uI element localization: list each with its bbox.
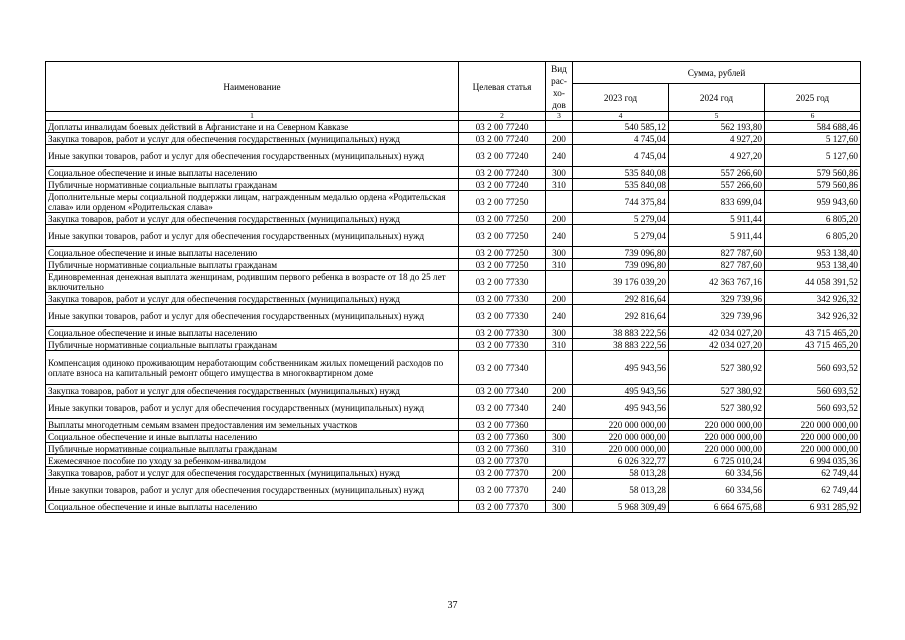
row-name: Ежемесячное пособие по уходу за ребенком-инвалидом — [46, 455, 459, 467]
row-sum-2023: 4 745,04 — [573, 145, 669, 167]
table-row — [46, 271, 861, 293]
row-sum-2025: 342 926,32 — [765, 305, 861, 327]
header-name: Наименование — [46, 62, 459, 112]
colnum-6: 6 — [765, 112, 861, 121]
row-sum-2025: 220 000 000,00 — [765, 431, 861, 443]
row-target-article: 03 2 00 77250 — [459, 247, 546, 259]
table-row — [46, 305, 861, 327]
table-row — [46, 443, 861, 455]
colnum-2: 2 — [459, 112, 546, 121]
header-sum: Сумма, рублей — [573, 62, 861, 84]
row-target-article: 03 2 00 77360 — [459, 431, 546, 443]
colnum-4: 4 — [573, 112, 669, 121]
row-target-article: 03 2 00 77370 — [459, 501, 546, 513]
row-sum-2024: 220 000 000,00 — [669, 419, 765, 431]
row-target-article: 03 2 00 77330 — [459, 271, 546, 293]
row-sum-2024: 827 787,60 — [669, 247, 765, 259]
table-row — [46, 455, 861, 467]
page-number: 37 — [447, 600, 458, 611]
row-sum-2025: 6 931 285,92 — [765, 501, 861, 513]
row-sum-2024: 329 739,96 — [669, 293, 765, 305]
row-target-article: 03 2 00 77240 — [459, 167, 546, 179]
row-expense-type: 300 — [546, 431, 573, 443]
header-2025: 2025 год — [765, 84, 861, 112]
row-sum-2024: 329 739,96 — [669, 305, 765, 327]
row-sum-2025: 560 693,52 — [765, 351, 861, 385]
row-target-article: 03 2 00 77330 — [459, 293, 546, 305]
row-name: Закупка товаров, работ и услуг для обеспечения государственных (муниципальных) нужд — [46, 385, 459, 397]
row-name: Закупка товаров, работ и услуг для обеспечения государственных (муниципальных) нужд — [46, 133, 459, 145]
table-row — [46, 167, 861, 179]
row-target-article: 03 2 00 77360 — [459, 419, 546, 431]
row-name: Социальное обеспечение и иные выплаты населению — [46, 247, 459, 259]
row-sum-2024: 527 380,92 — [669, 397, 765, 419]
header-type: Вид рас- хо- дов — [546, 62, 573, 112]
row-sum-2024: 4 927,20 — [669, 133, 765, 145]
row-expense-type: 300 — [546, 501, 573, 513]
row-target-article: 03 2 00 77240 — [459, 121, 546, 133]
row-name: Публичные нормативные социальные выплаты гражданам — [46, 339, 459, 351]
row-sum-2025: 43 715 465,20 — [765, 327, 861, 339]
row-name: Компенсация одиноко проживающим неработающим собственникам жилых помещений расходов по оплате взноса на капитальный ремонт общего имущества в многоквартирном доме — [46, 351, 459, 385]
row-expense-type: 240 — [546, 479, 573, 501]
row-expense-type — [546, 419, 573, 431]
row-expense-type: 240 — [546, 397, 573, 419]
table-row — [46, 293, 861, 305]
row-sum-2024: 562 193,80 — [669, 121, 765, 133]
row-sum-2025: 342 926,32 — [765, 293, 861, 305]
row-sum-2024: 42 363 767,16 — [669, 271, 765, 293]
table-row — [46, 431, 861, 443]
row-sum-2023: 4 745,04 — [573, 133, 669, 145]
table-row — [46, 145, 861, 167]
row-expense-type: 310 — [546, 339, 573, 351]
row-sum-2023: 739 096,80 — [573, 259, 669, 271]
row-sum-2023: 495 943,56 — [573, 385, 669, 397]
row-sum-2023: 5 968 309,49 — [573, 501, 669, 513]
row-sum-2025: 5 127,60 — [765, 133, 861, 145]
row-expense-type: 240 — [546, 145, 573, 167]
row-name: Дополнительные меры социальной поддержки лицам, награжденным медалью ордена «Родительская слава» или орденом «Родительская слава» — [46, 191, 459, 213]
table-row — [46, 259, 861, 271]
row-sum-2023: 220 000 000,00 — [573, 419, 669, 431]
row-expense-type: 310 — [546, 443, 573, 455]
budget-table — [45, 61, 861, 513]
row-sum-2023: 58 013,28 — [573, 467, 669, 479]
table-row — [46, 133, 861, 145]
row-sum-2023: 744 375,84 — [573, 191, 669, 213]
row-expense-type: 200 — [546, 213, 573, 225]
row-name: Иные закупки товаров, работ и услуг для обеспечения государственных (муниципальных) нужд — [46, 397, 459, 419]
row-sum-2025: 6 805,20 — [765, 225, 861, 247]
row-sum-2024: 220 000 000,00 — [669, 431, 765, 443]
row-sum-2025: 560 693,52 — [765, 397, 861, 419]
table-row — [46, 479, 861, 501]
row-sum-2023: 58 013,28 — [573, 479, 669, 501]
row-sum-2025: 220 000 000,00 — [765, 419, 861, 431]
row-sum-2024: 60 334,56 — [669, 479, 765, 501]
row-sum-2023: 220 000 000,00 — [573, 431, 669, 443]
row-sum-2024: 827 787,60 — [669, 259, 765, 271]
row-target-article: 03 2 00 77340 — [459, 385, 546, 397]
row-name: Закупка товаров, работ и услуг для обеспечения государственных (муниципальных) нужд — [46, 213, 459, 225]
row-target-article: 03 2 00 77330 — [459, 305, 546, 327]
table-row — [46, 213, 861, 225]
row-target-article: 03 2 00 77240 — [459, 133, 546, 145]
row-name: Публичные нормативные социальные выплаты гражданам — [46, 179, 459, 191]
table-row — [46, 467, 861, 479]
row-expense-type: 200 — [546, 293, 573, 305]
row-expense-type — [546, 455, 573, 467]
row-sum-2024: 60 334,56 — [669, 467, 765, 479]
row-sum-2025: 43 715 465,20 — [765, 339, 861, 351]
row-name: Социальное обеспечение и иные выплаты населению — [46, 167, 459, 179]
row-expense-type: 300 — [546, 167, 573, 179]
row-sum-2023: 540 585,12 — [573, 121, 669, 133]
row-expense-type: 240 — [546, 305, 573, 327]
table-row — [46, 247, 861, 259]
table-row — [46, 191, 861, 213]
row-expense-type: 300 — [546, 247, 573, 259]
table-row — [46, 121, 861, 133]
row-sum-2023: 535 840,08 — [573, 179, 669, 191]
row-sum-2024: 527 380,92 — [669, 351, 765, 385]
table-row — [46, 351, 861, 385]
row-name: Закупка товаров, работ и услуг для обеспечения государственных (муниципальных) нужд — [46, 467, 459, 479]
table-row — [46, 339, 861, 351]
row-expense-type — [546, 121, 573, 133]
row-target-article: 03 2 00 77240 — [459, 145, 546, 167]
row-expense-type — [546, 271, 573, 293]
row-target-article: 03 2 00 77340 — [459, 397, 546, 419]
row-sum-2024: 5 911,44 — [669, 213, 765, 225]
row-name: Иные закупки товаров, работ и услуг для обеспечения государственных (муниципальных) нужд — [46, 305, 459, 327]
row-sum-2025: 953 138,40 — [765, 259, 861, 271]
row-name: Социальное обеспечение и иные выплаты населению — [46, 501, 459, 513]
row-expense-type: 300 — [546, 327, 573, 339]
row-sum-2024: 557 266,60 — [669, 179, 765, 191]
row-target-article: 03 2 00 77250 — [459, 225, 546, 247]
row-sum-2025: 6 805,20 — [765, 213, 861, 225]
row-sum-2023: 6 026 322,77 — [573, 455, 669, 467]
row-sum-2024: 42 034 027,20 — [669, 327, 765, 339]
row-sum-2025: 953 138,40 — [765, 247, 861, 259]
row-sum-2025: 959 943,60 — [765, 191, 861, 213]
table-row — [46, 179, 861, 191]
row-sum-2024: 5 911,44 — [669, 225, 765, 247]
row-target-article: 03 2 00 77360 — [459, 443, 546, 455]
row-sum-2024: 42 034 027,20 — [669, 339, 765, 351]
row-expense-type: 200 — [546, 385, 573, 397]
row-sum-2024: 6 664 675,68 — [669, 501, 765, 513]
row-sum-2024: 4 927,20 — [669, 145, 765, 167]
row-target-article: 03 2 00 77370 — [459, 479, 546, 501]
row-name: Выплаты многодетным семьям взамен предоставления им земельных участков — [46, 419, 459, 431]
row-name: Закупка товаров, работ и услуг для обеспечения государственных (муниципальных) нужд — [46, 293, 459, 305]
row-target-article: 03 2 00 77250 — [459, 213, 546, 225]
row-expense-type: 310 — [546, 179, 573, 191]
table-row — [46, 385, 861, 397]
row-sum-2023: 495 943,56 — [573, 351, 669, 385]
row-sum-2023: 220 000 000,00 — [573, 443, 669, 455]
row-sum-2025: 6 994 035,36 — [765, 455, 861, 467]
row-sum-2023: 739 096,80 — [573, 247, 669, 259]
row-expense-type — [546, 351, 573, 385]
row-sum-2025: 220 000 000,00 — [765, 443, 861, 455]
header-2023: 2023 год — [573, 84, 669, 112]
row-sum-2024: 833 699,04 — [669, 191, 765, 213]
row-sum-2023: 5 279,04 — [573, 225, 669, 247]
row-sum-2024: 220 000 000,00 — [669, 443, 765, 455]
row-expense-type: 310 — [546, 259, 573, 271]
row-name: Иные закупки товаров, работ и услуг для обеспечения государственных (муниципальных) нужд — [46, 225, 459, 247]
colnum-3: 3 — [546, 112, 573, 121]
row-sum-2025: 560 693,52 — [765, 385, 861, 397]
row-target-article: 03 2 00 77330 — [459, 339, 546, 351]
colnum-5: 5 — [669, 112, 765, 121]
row-sum-2023: 39 176 039,20 — [573, 271, 669, 293]
row-expense-type: 240 — [546, 225, 573, 247]
row-name: Публичные нормативные социальные выплаты гражданам — [46, 443, 459, 455]
row-sum-2025: 579 560,86 — [765, 167, 861, 179]
table-row — [46, 397, 861, 419]
row-sum-2025: 44 058 391,52 — [765, 271, 861, 293]
row-sum-2023: 38 883 222,56 — [573, 327, 669, 339]
colnum-1: 1 — [46, 112, 459, 121]
row-target-article: 03 2 00 77330 — [459, 327, 546, 339]
row-sum-2023: 38 883 222,56 — [573, 339, 669, 351]
row-sum-2023: 535 840,08 — [573, 167, 669, 179]
row-name: Социальное обеспечение и иные выплаты населению — [46, 327, 459, 339]
row-name: Иные закупки товаров, работ и услуг для обеспечения государственных (муниципальных) нужд — [46, 479, 459, 501]
row-name: Иные закупки товаров, работ и услуг для обеспечения государственных (муниципальных) нужд — [46, 145, 459, 167]
row-expense-type: 200 — [546, 467, 573, 479]
row-name: Социальное обеспечение и иные выплаты населению — [46, 431, 459, 443]
row-sum-2023: 292 816,64 — [573, 293, 669, 305]
row-target-article: 03 2 00 77250 — [459, 191, 546, 213]
row-sum-2024: 557 266,60 — [669, 167, 765, 179]
table-row — [46, 419, 861, 431]
table-row — [46, 327, 861, 339]
table-row — [46, 225, 861, 247]
table-row — [46, 501, 861, 513]
header-code: Целевая статья — [459, 62, 546, 112]
row-sum-2025: 579 560,86 — [765, 179, 861, 191]
row-name: Единовременная денежная выплата женщинам, родившим первого ребенка в возрасте от 18 до 25 лет включительно — [46, 271, 459, 293]
row-sum-2025: 62 749,44 — [765, 479, 861, 501]
row-target-article: 03 2 00 77240 — [459, 179, 546, 191]
row-sum-2023: 5 279,04 — [573, 213, 669, 225]
row-name: Публичные нормативные социальные выплаты гражданам — [46, 259, 459, 271]
row-sum-2025: 62 749,44 — [765, 467, 861, 479]
row-sum-2023: 495 943,56 — [573, 397, 669, 419]
row-sum-2023: 292 816,64 — [573, 305, 669, 327]
row-expense-type: 200 — [546, 133, 573, 145]
header-2024: 2024 год — [669, 84, 765, 112]
row-expense-type — [546, 191, 573, 213]
row-target-article: 03 2 00 77250 — [459, 259, 546, 271]
row-target-article: 03 2 00 77370 — [459, 467, 546, 479]
row-name: Доплаты инвалидам боевых действий в Афганистане и на Северном Кавказе — [46, 121, 459, 133]
row-sum-2025: 584 688,46 — [765, 121, 861, 133]
row-sum-2025: 5 127,60 — [765, 145, 861, 167]
row-sum-2024: 6 725 010,24 — [669, 455, 765, 467]
row-sum-2024: 527 380,92 — [669, 385, 765, 397]
row-target-article: 03 2 00 77370 — [459, 455, 546, 467]
row-target-article: 03 2 00 77340 — [459, 351, 546, 385]
